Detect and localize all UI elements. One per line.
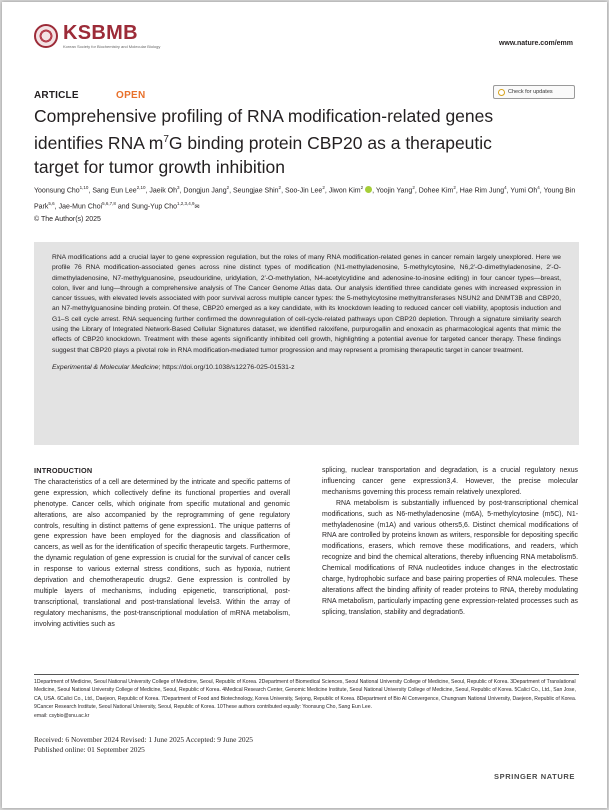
article-type-label: ARTICLE [34,90,79,101]
email-envelope-icon[interactable]: ✉ [194,204,200,211]
intro-paragraph-3: RNA metabolism is substantially influenced by post-transcriptional chemical modifications, such as N6-methyladenosine (m6A), 5-methylcytosine (m5C), N1-methyladenosine (m1A) and various others5,6. Distinct chemical modifications of RNA are controlled by proteins known as writers, responsible for depositing specific modifications, erasers, which remove these modifications, and readers, which recognize and bind the chemical alterations, thereby influencing RNA metabolism5. Chemical modifications of RNA nucleotides induce changes in the electrostatic charge, hydrophobic surface and base pairing properties of RNA molecules. These alterations affect the binding affinity of reader proteins to RNA, thereby modulating RNA metabolism, particularly impacting gene expression-related processes such as splicing, translation, stability and degradation5. [322,499,578,616]
author-name[interactable]: Yoojin Yang [375,187,413,195]
abstract-box [34,242,579,445]
author-name[interactable]: Seungjae Shin [233,187,279,195]
author-name[interactable]: Young Bin Park [34,187,576,211]
orcid-icon[interactable] [365,186,372,193]
author-affiliation-marker: 2 [360,185,364,190]
author-affiliation-marker: 2 [322,185,325,190]
author-name[interactable]: Dohee Kim [418,187,454,195]
open-access-label: OPEN [116,90,146,101]
copyright-notice: © The Author(s) 2025 [34,216,101,223]
author-affiliation-marker: 3 [176,185,180,190]
title-line-2: identifies RNA $m^7G$ binding protein CBP20 as a therapeutic [34,132,492,153]
author-affiliation-marker: 2,10 [136,185,146,190]
doi-link[interactable]: ; https://doi.org/10.1038/s12276-025-01531-z [158,363,295,371]
author-affiliation-marker: 4 [504,185,507,190]
check-for-updates-button[interactable] [493,85,575,99]
published-online: Published online: 01 September 2025 [34,745,145,754]
author-affiliation-marker: 1,2,3,4,9 [177,200,195,206]
abstract-text: RNA modifications add a crucial layer to gene expression regulation, but the roles of many RNA modification-related genes in cancer remain largely unexplored. Here we profile 76 RNA modification-associated genes across nine distinct types of modification (N1-methyladenosine, 5-methylcytosine, N6,2′-O-dimethyladenosine, 2′-O-dimethyladenosine, N7-methylguanosine, pseudouridine, uridylation, 2′-O-methylation, N4-acetylcytidine and adenosine-to-inosine editing) in four cancer types—breast, colon, liver and lung—through a comprehensive analysis of The Cancer Genome Atlas data. Our analysis identified three candidate genes with increased expression in cancer tissues, with elevated levels associated with poor survival across multiple cancer types: the 5-methylcytosine methyltransferases NSUN2 and DNMT3B and CBP20, an N7-methylguanosine binding protein. Of these, CBP20 emerged as a key candidate, with its knockdown leading to reduced cancer cell viability, apoptosis induction and G1–S cell cycle arrest. RNA sequencing further confirmed the downregulation of cell-cycle-related pathways upon CBP20 depletion. Through a signature similarity search using the Library of Integrated Network-Based Cellular Signatures dataset, we identified raloxifene, purpurogallin and enoxacin as pharmacological agents that mimic the effects of CBP20 knockdown. Treatment with these agents significantly inhibited cell growth, highlighting a potential avenue for targeted cancer therapy. These findings suggest that CBP20 plays a pivotal role in RNA modification-mediated tumor progression and may represent a promising therapeutic target in cancer treatment. [52,254,561,354]
intro-paragraph-1: The characteristics of a cell are determined by the intricate and specific patterns of gene expression, which collectively define its functional properties and overall phenotype. Cancer cells, which originate from specific mutational and genomic alterations, are also accompanied by the reprogramming of gene regulatory controls, resulting in distinct patterns of gene expression1. The unique patterns of gene expression have been employed for the diagnosis and classification of cancers, as well as for the identification of specific therapeutic targets. Furthermore, the dynamic regulation of gene expression is crucial for the survival of cancer cells in response to various external stress conditions, such as hypoxia, nutrient deprivation and chemotherapeutic drugs2. Gene expression is controlled by multiple layers of mechanisms, including epigenetic, transcriptional, post-transcriptional, translational and post-translational levels3. Within the array of regulatory mechanisms, the post-transcriptional modulation of mRNA metabolism, involving activities such as [34,478,290,628]
affiliations [34,678,582,720]
intro-left-column [34,466,290,631]
author-affiliation-marker: 5,6 [48,200,55,206]
publication-dates [34,735,253,755]
author-affiliation-marker: 4 [537,185,540,190]
author-name[interactable]: Soo-Jin Lee [284,187,323,195]
correspondence-email[interactable]: email: csybio@snu.ac.kr [34,712,90,719]
journal-url-link[interactable]: www.nature.com/emm [498,40,573,47]
author-affiliation-marker: 2 [278,185,282,190]
publisher-logo[interactable]: SPRINGER NATURE [494,772,575,781]
author-affiliation-marker: 2 [412,185,415,190]
check-updates-icon [498,89,505,96]
author-name[interactable]: Dongjun Jang [183,187,227,195]
author-affiliation-marker: 2 [453,185,456,190]
article-page [2,2,607,808]
author-name[interactable]: Yumi Oh [510,187,538,195]
title-line-1: Comprehensive profiling of RNA modification-related genes [34,106,494,126]
author-affiliation-marker: 2 [226,185,230,190]
author-name[interactable]: Jaeik Oh [149,187,177,195]
journal-name: Experimental & Molecular Medicine [52,363,159,371]
logo-subtitle: Korean Society for Biochemistry and Molecular Biology [63,44,161,49]
author-list: Yoonsung Cho$^{1,10}$, Sang Eun Lee$^{2,10}$, Jaeik Oh$^3$, Dongjun Jang$^2$, Seungjae Shin$^2$, Soo-Jin Lee$^2$, Jiwon Kim$^2$ , Yoojin Yang$^2$, Dohee Kim$^2$, Hae Rim Jung$^4$, Yumi Oh$^4$, Young Bin Park$^{5,6}$, Jae-Mun Choi$^{5,6,7,8}$ and Sung-Yup Cho$^{1,2,3,4,9}$✉ [34,185,576,211]
intro-paragraph-2: splicing, nuclear transportation and degradation, is a crucial regulatory nexus influencing cancer gene expression3,4. However, the precise molecular mechanisms governing this process remain relatively unexplored. [322,467,578,496]
author-name[interactable]: Yoonsung Cho [34,187,80,195]
affiliations-text: 1Department of Medicine, Seoul National University College of Medicine, Seoul, Republic of Korea. 2Department of Biomedical Sciences, Seoul National University College of Medicine, Seoul, Republic of Korea. 3Department of Translational Medicine, Seoul National University College of Medicine, Seoul, Republic of Korea. 4Medical Research Center, Genomic Medicine Institute, Seoul National University College of Medicine, Seoul, Republic of Korea. 5Calici Co., Ltd., San Jose, CA, USA. 6Calici Co., Ltd., Daejeon, Republic of Korea. 7Department of Food and Biotechnology, Korea University, Sejong, Republic of Korea. 8Department of Bio AI Convergence, Chungnam National University, Daejeon, Republic of Korea. 9Cancer Research Institute, Seoul National University, Seoul, Republic of Korea. 10These authors contributed equally: Yoonsung Cho, Sang Eun Lee. [34,679,577,711]
journal-citation [52,364,561,371]
author-name[interactable]: Sang Eun Lee [92,187,137,195]
title-line-3: target for tumor growth inhibition [34,156,285,177]
check-updates-label: Check for updates [508,89,553,95]
author-affiliation-marker: 1,10 [79,185,89,190]
ksbmb-logo[interactable] [34,24,194,52]
footnote-divider [34,674,579,675]
ksbmb-emblem-icon [34,24,58,48]
received-revised-accepted: Received: 6 November 2024 Revised: 1 June 2025 Accepted: 9 June 2025 [34,735,254,744]
author-affiliation-marker: 5,6,7,8 [102,200,116,206]
article-title [34,104,579,179]
author-name[interactable]: Sung-Yup Cho [131,203,178,211]
logo-text: KSBMB [63,22,138,44]
author-name[interactable]: Jae-Mun Choi [58,203,103,211]
author-name[interactable]: Jiwon Kim [328,187,361,195]
intro-heading: INTRODUCTION [34,466,93,475]
intro-right-column [322,466,578,619]
author-name[interactable]: Hae Rim Jung [459,187,505,195]
